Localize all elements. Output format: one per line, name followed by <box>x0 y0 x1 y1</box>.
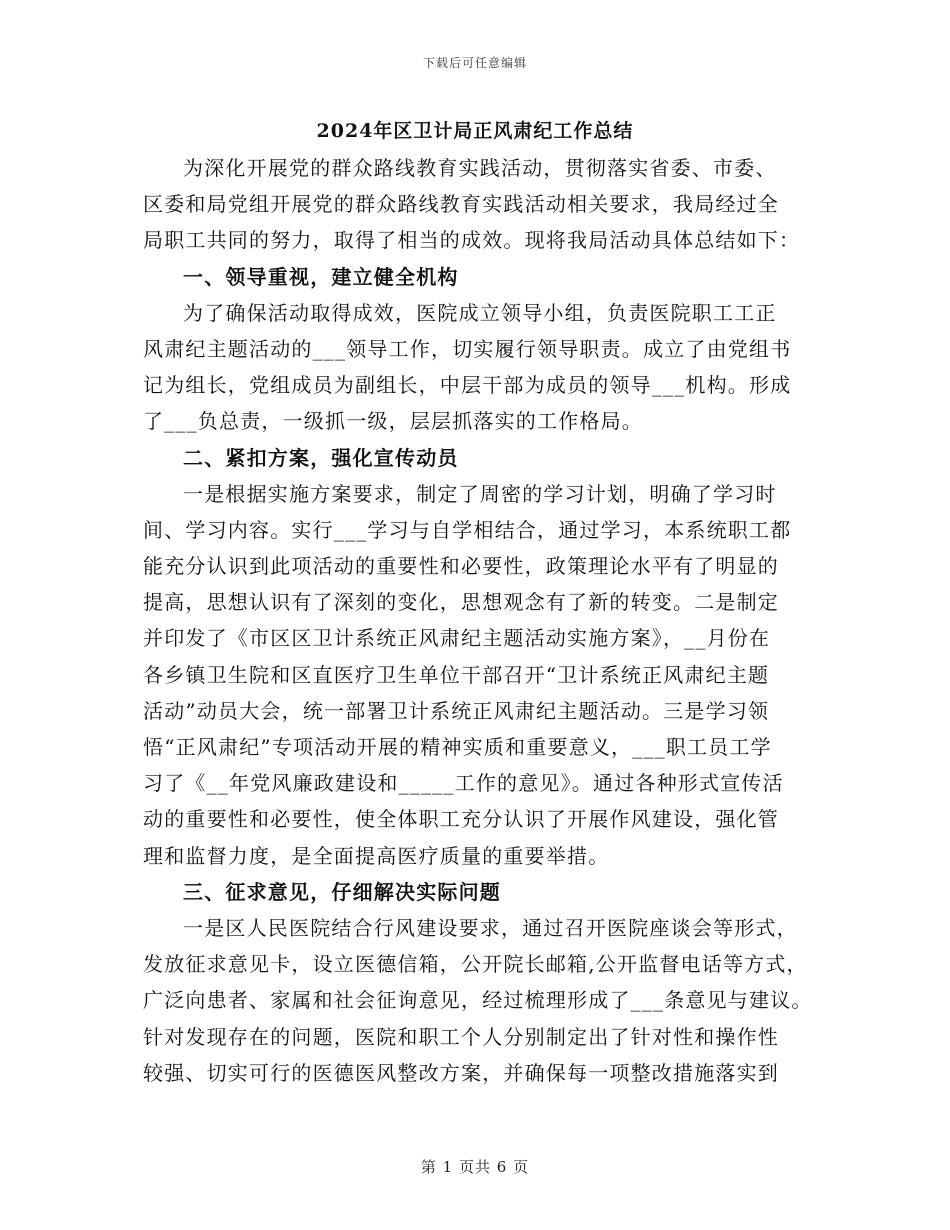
text-line: 各乡镇卫生院和区直医疗卫生单位干部召开“卫计系统正风肃纪主题 <box>143 662 770 687</box>
text-line: 能充分认识到此项活动的重要性和必要性，政策理论水平有了明显的 <box>143 554 779 579</box>
text-line: 记为组长，党组成员为副组长，中层干部为成员的领导___机构。形成 <box>143 373 792 398</box>
text-line: 间、学习内容。实行___学习与自学相结合，通过学习，本系统职工都 <box>143 517 792 542</box>
text-line: 为深化开展党的群众路线教育实践活动，贯彻落实省委、市委、 <box>183 156 777 180</box>
page-footer: 第 1 页共 6 页 <box>420 1158 530 1176</box>
text-line: 并印发了《市区区卫计系统正风肃纪主题活动实施方案》，__月份在 <box>143 626 771 651</box>
text-line: 风肃纪主题活动的___领导工作，切实履行领导职责。成立了由党组书 <box>143 336 792 361</box>
text-line: 一是区人民医院结合行风建设要求，通过召开医院座谈会等形式， <box>183 915 798 940</box>
text-line: 悟“正风肃纪”专项活动开展的精神实质和重要意义，___职工员工学 <box>143 735 772 759</box>
document-body <box>143 150 813 1091</box>
text-line: 针对发现存在的问题，医院和职工个人分别制定出了针对性和操作性 <box>143 1024 779 1049</box>
document-title: 2024年区卫计局正风肃纪工作总结 <box>316 120 634 142</box>
section-heading: 二、紧扣方案，强化宣传动员 <box>183 445 459 470</box>
text-line: 为了确保活动取得成效，医院成立领导小组，负责医院职工工正 <box>183 300 777 325</box>
text-line: 习了《__年党风廉政建设和_____工作的意见》。通过各种形式宣传活 <box>143 771 784 796</box>
section-heading: 三、征求意见，仔细解决实际问题 <box>183 879 501 904</box>
text-line: 动的重要性和必要性，使全体职工充分认识了开展作风建设，强化管 <box>143 807 779 832</box>
text-line: 区委和局党组开展党的群众路线教育实践活动相关要求，我局经过全 <box>143 192 779 217</box>
text-line: 一是根据实施方案要求，制定了周密的学习计划，明确了学习时 <box>183 481 777 506</box>
text-line: 了___负总责，一级抓一级，层层抓落实的工作格局。 <box>143 409 643 434</box>
text-line: 广泛向患者、家属和社会征询意见，经过梳理形成了___条意见与建议。 <box>143 988 813 1013</box>
text-line: 提高，思想认识有了深刻的变化，思想观念有了新的转变。二是制定 <box>143 590 779 615</box>
text-line: 理和监督力度，是全面提高医疗质量的重要举措。 <box>143 843 610 868</box>
header-note: 下载后可任意编辑 <box>422 56 527 70</box>
text-line: 局职工共同的努力，取得了相当的成效。现将我局活动具体总结如下： <box>143 228 801 253</box>
text-line: 发放征求意见卡，设立医德信箱，公开院长邮箱,公开监督电话等方式， <box>143 952 808 977</box>
text-line: 较强、切实可行的医德医风整改方案，并确保每一项整改措施落实到 <box>143 1060 779 1085</box>
section-heading: 一、领导重视，建立健全机构 <box>183 264 459 289</box>
text-line: 活动”动员大会，统一部署卫计系统正风肃纪主题活动。三是学习领 <box>143 698 770 723</box>
